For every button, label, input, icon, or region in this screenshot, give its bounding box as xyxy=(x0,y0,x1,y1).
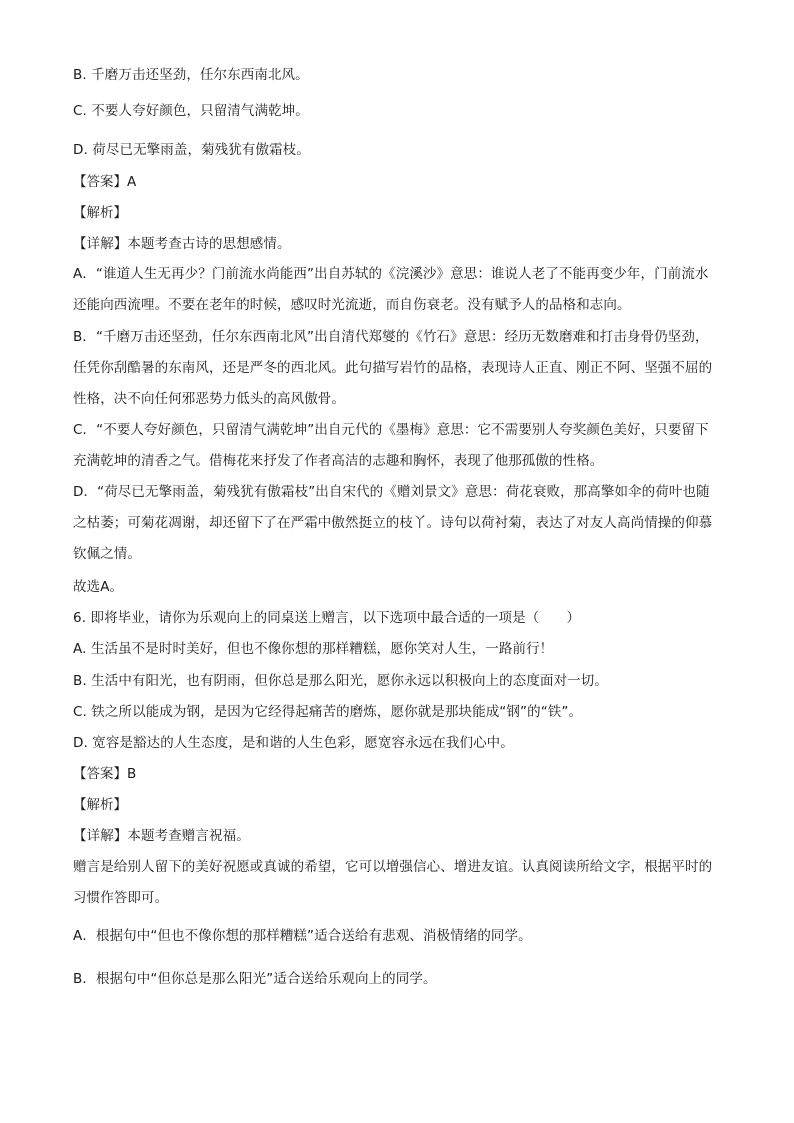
conclusion-line: 故选A。 xyxy=(73,579,124,595)
explanation-c: C．“不要人夸好颜色，只留清气满乾坤”出自元代的《墨梅》意思：它不需要别人夸奖颜色美好，只要留下充满乾坤的清香之气。借梅花来抒发了作者高洁的志趣和胸怀，表现了他那孤傲的性格。 xyxy=(73,422,709,469)
q6-option-c: C. 铁之所以能成为钢，是因为它经得起痛苦的磨炼，愿你就是那块能成“钢”的“铁”。 xyxy=(73,704,583,720)
option-b-line: B. 千磨万击还坚劲，任尔东西南北风。 xyxy=(73,67,309,83)
option-c-line: C. 不要人夸好颜色，只留清气满乾坤。 xyxy=(73,103,309,119)
q6-option-b: B. 生活中有阳光，也有阴雨，但你总是那么阳光，愿你永远以积极向上的态度面对一切。 xyxy=(73,673,608,689)
explanation-d: D．“荷尽已无擎雨盖，菊残犹有傲霜枝”出自宋代的《赠刘景文》意思：荷花衰败，那高擎如伞的荷叶也随之枯萎；可菊花凋谢，却还留下了在严霜中傲然挺立的枝丫。诗句以荷衬菊，表达了对友人高尚情操的仰慕钦佩之情。 xyxy=(73,484,713,562)
explanation-b: B．“千磨万击还坚劲，任尔东西南北风”出自清代郑燮的《竹石》意思：经历无数磨难和打击身骨仍坚劲，任凭你刮酷暑的东南风，还是严冬的西北风。此句描写岩竹的品格，表现诗人正直、刚正不阿、坚强不屈的性格，决不向任何邪恶势力低头的高风傲骨。 xyxy=(73,329,713,407)
explanation-q6-a: A．根据句中“但也不像你想的那样糟糕”适合送给有悲观、消极情绪的同学。 xyxy=(73,928,532,944)
question-6: 6. 即将毕业，请你为乐观向上的同桌送上赠言，以下选项中最合适的一项是（ ） xyxy=(73,610,581,626)
analysis-label-2: 【解析】 xyxy=(73,797,127,813)
detail-intro: 【详解】本题考查古诗的思想感情。 xyxy=(73,236,291,252)
answer-label: 【答案】A xyxy=(73,174,137,190)
q6-option-a: A. 生活虽不是时时美好，但也不像你想的那样糟糕，愿你笑对人生，一路前行！ xyxy=(73,641,554,657)
q6-option-d: D. 宽容是豁达的人生态度，是和谐的人生色彩，愿宽容永远在我们心中。 xyxy=(73,735,514,751)
explanation-a: A．“谁道人生无再少？门前流水尚能西”出自苏轼的《浣溪沙》意思：谁说人老了不能再变少年，门前流水还能向西流哩。不要在老年的时候，感叹时光流逝，而自伤衰老。没有赋予人的品格和志向。 xyxy=(73,266,709,313)
explanation-q6-b: B．根据句中“但你总是那么阳光”适合送给乐观向上的同学。 xyxy=(73,971,437,987)
explanation-general: 赠言是给别人留下的美好祝愿或真诚的希望，它可以增强信心、增进友谊。认真阅读所给文字，根据平时的习惯作答即可。 xyxy=(73,859,713,906)
option-d-line: D. 荷尽已无擎雨盖，菊残犹有傲霜枝。 xyxy=(73,142,310,158)
detail-intro-2: 【详解】本题考查赠言祝福。 xyxy=(73,828,250,844)
answer-label-2: 【答案】B xyxy=(73,766,137,782)
analysis-label: 【解析】 xyxy=(73,205,127,221)
